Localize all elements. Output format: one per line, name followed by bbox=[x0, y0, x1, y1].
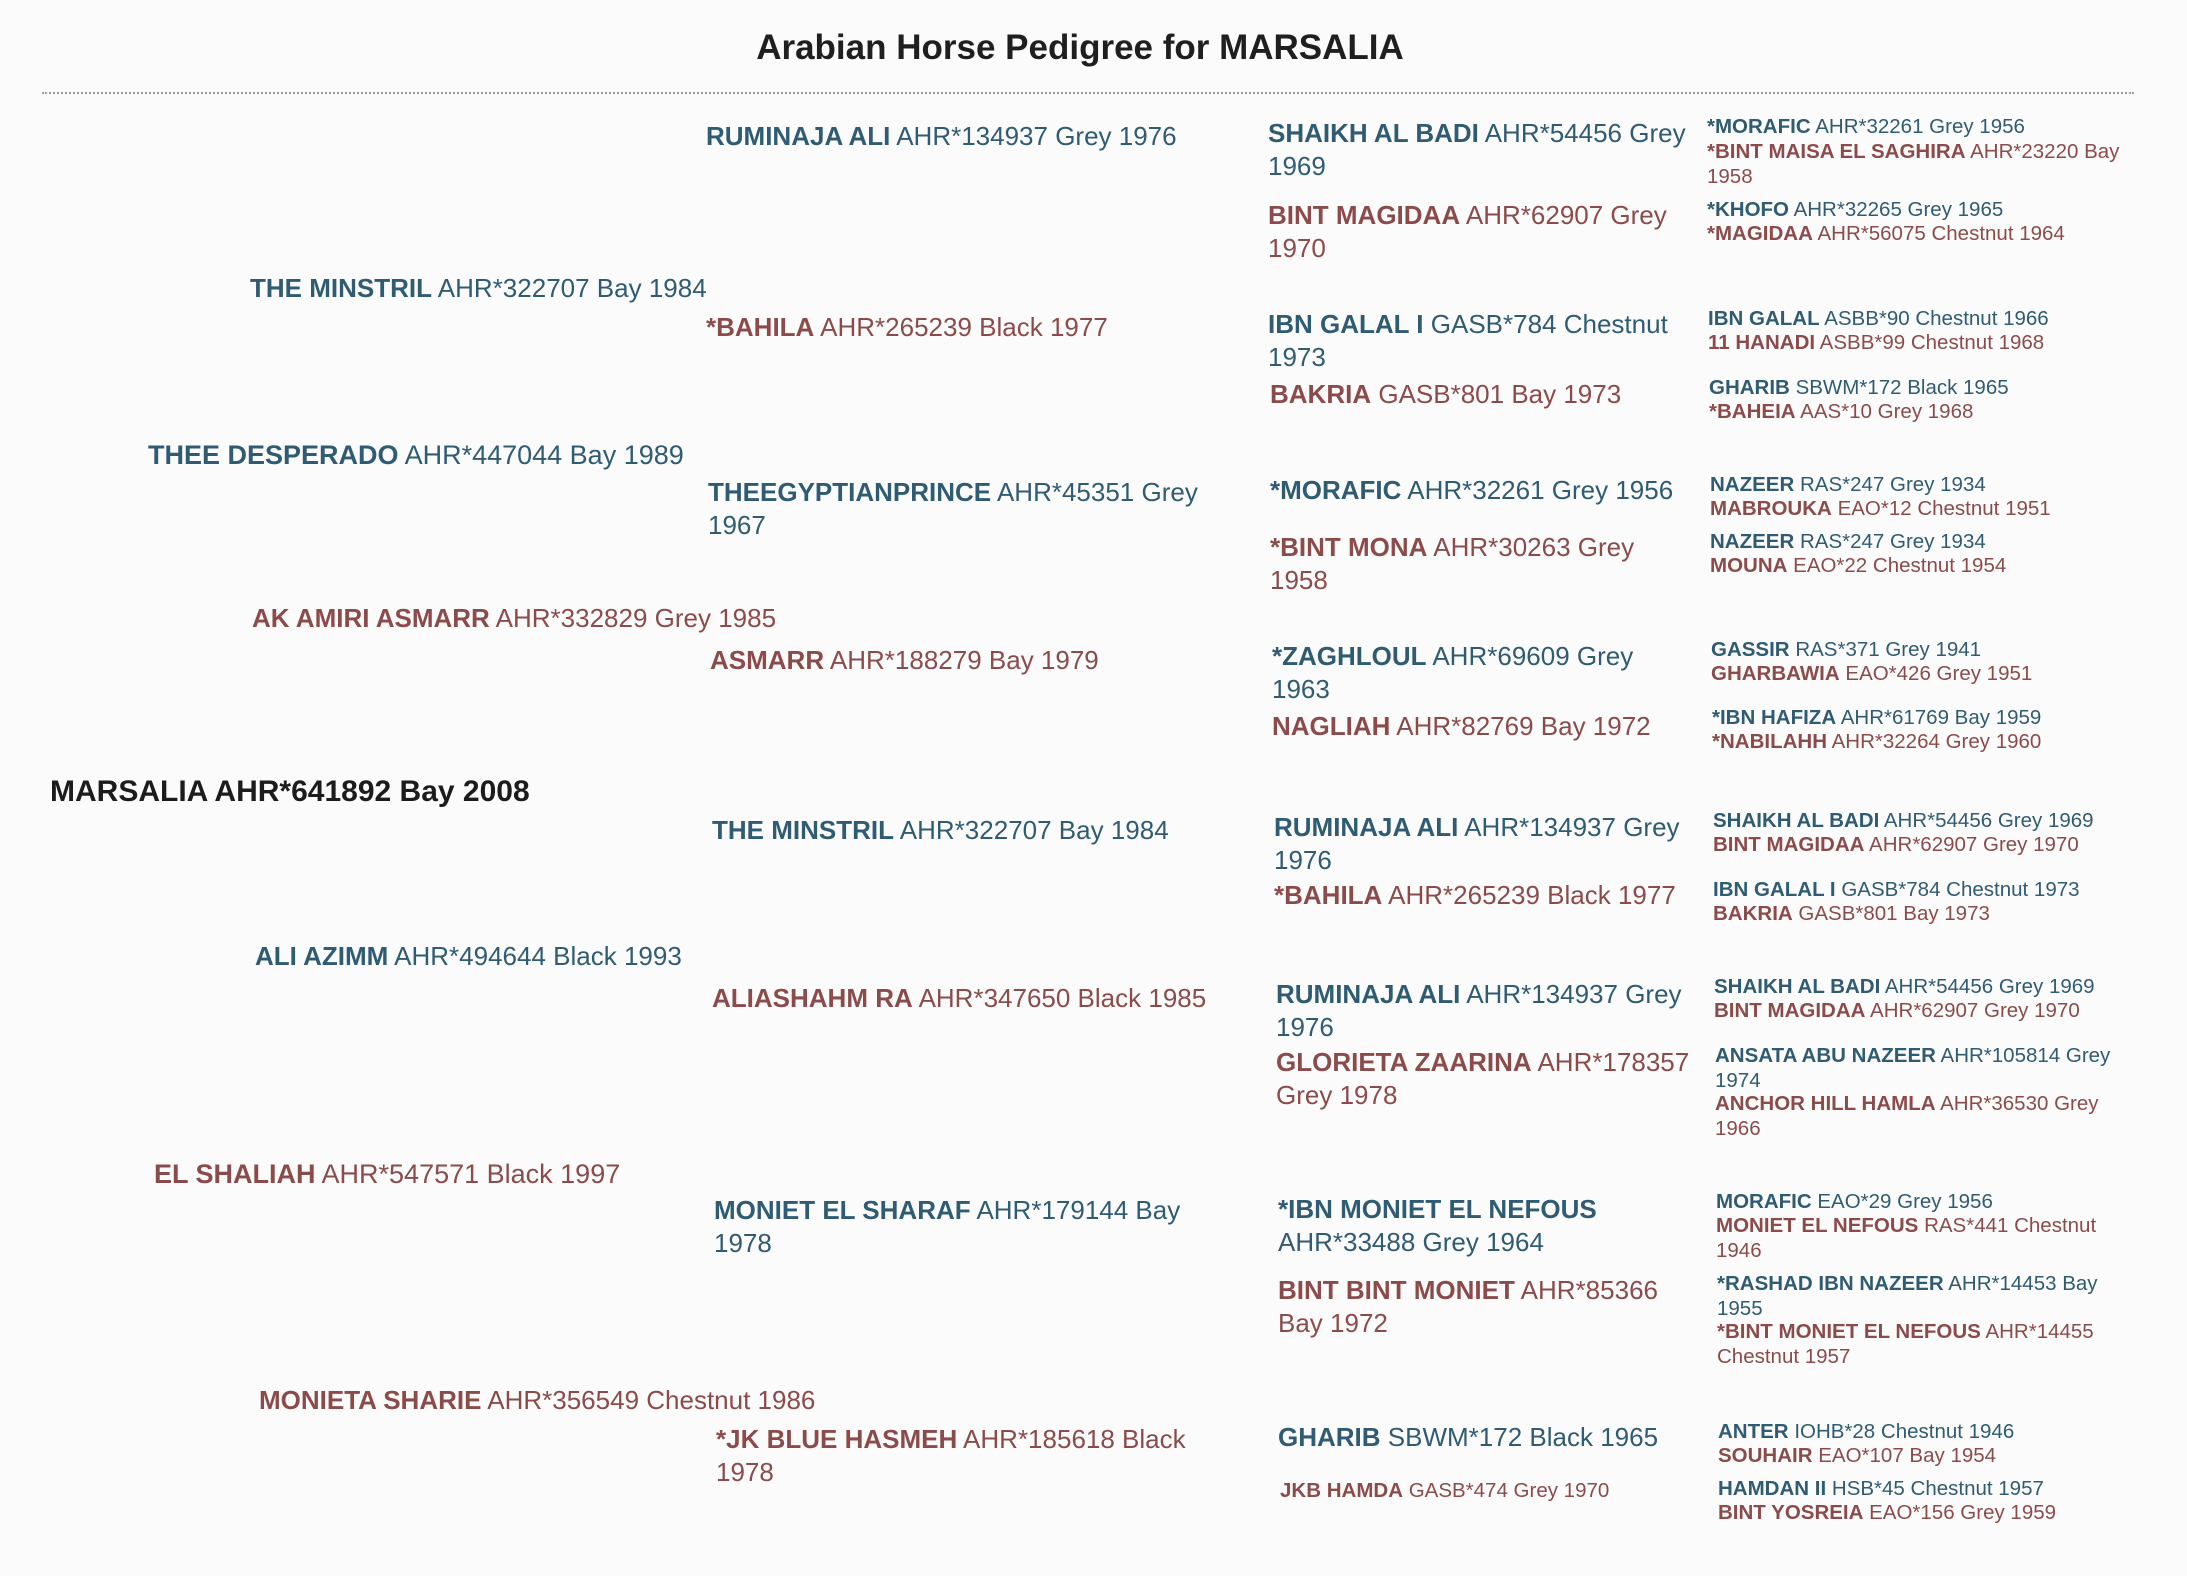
horse-info: AHR*32265 Grey 1965 bbox=[1793, 198, 2004, 221]
gen5-entry bbox=[1718, 1501, 2148, 1526]
horse-info: AHR*69609 Grey 1963 bbox=[1272, 641, 1634, 704]
horse-info: AHR*62907 Grey 1970 bbox=[1869, 833, 2079, 856]
dam-entry bbox=[154, 1157, 620, 1191]
gen4-entry bbox=[1274, 879, 1714, 912]
horse-name: GHARBAWIA bbox=[1711, 662, 1840, 685]
horse-info: GASB*784 Chestnut 1973 bbox=[1841, 878, 2080, 901]
gen5-entry bbox=[1711, 662, 2141, 687]
horse-name: SOUHAIR bbox=[1718, 1444, 1813, 1467]
gen5-entry bbox=[1709, 400, 2139, 425]
horse-info: AHR*547571 Black 1997 bbox=[321, 1159, 621, 1189]
gen2-entry bbox=[250, 272, 707, 305]
horse-name: *BAHEIA bbox=[1709, 400, 1796, 423]
horse-name: GHARIB bbox=[1278, 1422, 1381, 1452]
horse-name: NAZEER bbox=[1710, 473, 1795, 496]
gen5-entry bbox=[1715, 1044, 2145, 1093]
horse-info: HSB*45 Chestnut 1957 bbox=[1831, 1477, 2044, 1500]
gen3-entry bbox=[716, 1423, 1226, 1489]
horse-name: THE MINSTRIL bbox=[250, 273, 432, 303]
horse-info: AHR*447044 Bay 1989 bbox=[404, 440, 684, 470]
horse-name: THE MINSTRIL bbox=[712, 815, 894, 845]
horse-info: AHR*54456 Grey 1969 bbox=[1268, 118, 1686, 181]
gen4-entry bbox=[1268, 199, 1708, 265]
horse-name: ANTER bbox=[1718, 1420, 1789, 1443]
gen5-entry bbox=[1714, 999, 2144, 1024]
gen5-entry bbox=[1710, 530, 2140, 555]
gen5-entry bbox=[1712, 706, 2142, 731]
horse-name: *IBN HAFIZA bbox=[1712, 706, 1837, 729]
gen3-entry bbox=[708, 476, 1238, 542]
horse-name: *MORAFIC bbox=[1707, 115, 1811, 138]
horse-name: ASMARR bbox=[710, 645, 825, 675]
horse-info: AHR*82769 Bay 1972 bbox=[1396, 711, 1651, 741]
horse-name: SHAIKH AL BADI bbox=[1268, 118, 1479, 148]
horse-info: EAO*22 Chestnut 1954 bbox=[1793, 554, 2007, 577]
gen5-entry bbox=[1711, 638, 2141, 663]
horse-name: *RASHAD IBN NAZEER bbox=[1717, 1272, 1944, 1295]
horse-name: MORAFIC bbox=[1716, 1190, 1812, 1213]
title-divider bbox=[42, 92, 2134, 94]
horse-info: AHR*188279 Bay 1979 bbox=[829, 645, 1099, 675]
horse-info: AHR*23220 Bay 1958 bbox=[1707, 140, 2120, 188]
gen5-entry bbox=[1712, 730, 2142, 755]
horse-name: ANSATA ABU NAZEER bbox=[1715, 1044, 1936, 1067]
horse-name: BINT MAGIDAA bbox=[1714, 999, 1866, 1022]
gen4-entry bbox=[1280, 1479, 1720, 1504]
horse-info: AHR*178357 Grey 1978 bbox=[1276, 1047, 1690, 1110]
subject-horse: MARSALIA AHR*641892 Bay 2008 bbox=[50, 775, 530, 808]
horse-name: MONIETA SHARIE bbox=[259, 1385, 482, 1415]
horse-name: THEE DESPERADO bbox=[148, 440, 399, 470]
horse-info: AHR*265239 Black 1977 bbox=[1388, 880, 1676, 910]
horse-info: RAS*371 Grey 1941 bbox=[1795, 638, 1982, 661]
horse-info: AHR*32264 Grey 1960 bbox=[1831, 730, 2042, 753]
gen4-entry bbox=[1270, 378, 1710, 411]
horse-name: SHAIKH AL BADI bbox=[1714, 975, 1881, 998]
horse-info: AHR*62907 Grey 1970 bbox=[1268, 200, 1667, 263]
gen5-entry bbox=[1707, 115, 2137, 140]
gen4-entry bbox=[1276, 1046, 1716, 1112]
horse-name: *JK BLUE HASMEH bbox=[716, 1424, 958, 1454]
horse-info: AHR*347650 Black 1985 bbox=[918, 983, 1207, 1013]
gen5-entry bbox=[1717, 1272, 2147, 1321]
horse-name: RUMINAJA ALI bbox=[1276, 979, 1461, 1009]
horse-name: GASSIR bbox=[1711, 638, 1790, 661]
horse-info: EAO*107 Bay 1954 bbox=[1818, 1444, 1997, 1467]
gen5-entry bbox=[1714, 975, 2144, 1000]
horse-name: EL SHALIAH bbox=[154, 1159, 316, 1189]
horse-info: AHR*265239 Black 1977 bbox=[820, 312, 1108, 342]
gen4-entry bbox=[1268, 117, 1708, 183]
horse-info: GASB*801 Bay 1973 bbox=[1378, 379, 1622, 409]
gen4-entry bbox=[1270, 531, 1680, 597]
horse-name: IBN GALAL bbox=[1708, 307, 1820, 330]
horse-info: AHR*134937 Grey 1976 bbox=[1274, 812, 1680, 875]
gen5-entry bbox=[1710, 473, 2140, 498]
horse-info: RAS*441 Chestnut 1946 bbox=[1716, 1214, 2097, 1262]
gen5-entry bbox=[1707, 198, 2137, 223]
horse-name: IBN GALAL I bbox=[1713, 878, 1836, 901]
gen3-entry bbox=[706, 311, 1246, 344]
gen4-entry bbox=[1274, 811, 1714, 877]
horse-name: *NABILAHH bbox=[1712, 730, 1828, 753]
gen2-entry bbox=[259, 1384, 815, 1417]
horse-name: AK AMIRI ASMARR bbox=[252, 603, 490, 633]
horse-info: RAS*247 Grey 1934 bbox=[1800, 473, 1986, 496]
gen5-entry bbox=[1716, 1214, 2146, 1263]
gen5-entry bbox=[1713, 878, 2143, 903]
horse-info: EAO*156 Grey 1959 bbox=[1869, 1501, 2057, 1524]
horse-name: *BINT MONIET EL NEFOUS bbox=[1717, 1320, 1981, 1343]
horse-name: BAKRIA bbox=[1713, 902, 1793, 925]
horse-info: SBWM*172 Black 1965 bbox=[1795, 376, 2009, 399]
horse-info: SBWM*172 Black 1965 bbox=[1387, 1422, 1659, 1452]
sire-entry bbox=[148, 438, 684, 472]
horse-info: RAS*247 Grey 1934 bbox=[1800, 530, 1986, 553]
gen5-entry bbox=[1713, 809, 2143, 834]
horse-info: AHR*61769 Bay 1959 bbox=[1840, 706, 2042, 729]
horse-info: AHR*14455 Chestnut 1957 bbox=[1717, 1320, 2094, 1368]
gen2-entry bbox=[252, 602, 776, 635]
horse-info: GASB*801 Bay 1973 bbox=[1798, 902, 1990, 925]
horse-name: 11 HANADI bbox=[1708, 331, 1816, 354]
gen4-entry bbox=[1270, 474, 1710, 507]
horse-info: AHR*134937 Grey 1976 bbox=[1276, 979, 1682, 1042]
gen3-entry bbox=[712, 982, 1252, 1015]
horse-info: AHR*322707 Bay 1984 bbox=[437, 273, 707, 303]
horse-name: BINT YOSREIA bbox=[1718, 1501, 1864, 1524]
gen3-entry bbox=[710, 644, 1250, 677]
horse-info: AHR*56075 Chestnut 1964 bbox=[1817, 222, 2065, 245]
horse-info: AHR*36530 Grey 1966 bbox=[1715, 1092, 2099, 1140]
gen5-entry bbox=[1718, 1477, 2148, 1502]
page-title: Arabian Horse Pedigree for MARSALIA bbox=[756, 28, 1404, 67]
horse-info: AHR*62907 Grey 1970 bbox=[1870, 999, 2080, 1022]
horse-info: GASB*474 Grey 1970 bbox=[1408, 1479, 1610, 1502]
horse-name: *ZAGHLOUL bbox=[1272, 641, 1427, 671]
horse-info: AHR*322707 Bay 1984 bbox=[899, 815, 1169, 845]
horse-info: ASBB*99 Chestnut 1968 bbox=[1819, 331, 2045, 354]
horse-name: *BAHILA bbox=[1274, 880, 1383, 910]
horse-info: EAO*12 Chestnut 1951 bbox=[1837, 497, 2051, 520]
gen4-entry bbox=[1272, 710, 1712, 743]
horse-name: *BAHILA bbox=[706, 312, 815, 342]
horse-info: AHR*54456 Grey 1969 bbox=[1884, 975, 2095, 998]
horse-info: AHR*134937 Grey 1976 bbox=[896, 121, 1177, 151]
horse-name: GHARIB bbox=[1709, 376, 1790, 399]
gen5-entry bbox=[1718, 1444, 2148, 1469]
gen3-entry bbox=[714, 1194, 1204, 1260]
gen5-entry bbox=[1707, 140, 2137, 189]
gen5-entry bbox=[1713, 833, 2143, 858]
horse-info: AAS*10 Grey 1968 bbox=[1800, 400, 1974, 423]
gen5-entry bbox=[1707, 222, 2137, 247]
horse-info: IOHB*28 Chestnut 1946 bbox=[1794, 1420, 2015, 1443]
horse-name: *IBN MONIET EL NEFOUS bbox=[1278, 1194, 1597, 1224]
horse-info: AHR*85366 Bay 1972 bbox=[1278, 1275, 1658, 1338]
gen5-entry bbox=[1717, 1320, 2147, 1369]
gen2-entry bbox=[255, 940, 682, 973]
gen5-entry bbox=[1713, 902, 2143, 927]
horse-info: AHR*185618 Black 1978 bbox=[716, 1424, 1186, 1487]
horse-name: HAMDAN II bbox=[1718, 1477, 1827, 1500]
horse-name: ALI AZIMM bbox=[255, 941, 389, 971]
horse-info: AHR*105814 Grey 1974 bbox=[1715, 1044, 2111, 1092]
horse-info: AHR*179144 Bay 1978 bbox=[714, 1195, 1181, 1258]
gen3-entry bbox=[712, 814, 1252, 847]
gen5-entry bbox=[1710, 554, 2140, 579]
horse-name: MOUNA bbox=[1710, 554, 1788, 577]
gen4-entry bbox=[1272, 640, 1692, 706]
horse-info: AHR*32261 Grey 1956 bbox=[1815, 115, 2025, 138]
gen4-entry bbox=[1268, 308, 1708, 374]
gen5-entry bbox=[1718, 1420, 2148, 1445]
horse-info: GASB*784 Chestnut 1973 bbox=[1268, 309, 1668, 372]
horse-name: RUMINAJA ALI bbox=[1274, 812, 1459, 842]
gen4-entry bbox=[1278, 1193, 1718, 1259]
horse-name: ALIASHAHM RA bbox=[712, 983, 913, 1013]
horse-name: NAZEER bbox=[1710, 530, 1795, 553]
horse-info: AHR*30263 Grey 1958 bbox=[1270, 532, 1635, 595]
horse-info: AHR*494644 Black 1993 bbox=[394, 941, 682, 971]
gen4-entry bbox=[1278, 1274, 1698, 1340]
horse-name: *KHOFO bbox=[1707, 198, 1789, 221]
horse-name: IBN GALAL I bbox=[1268, 309, 1424, 339]
gen4-entry bbox=[1276, 978, 1716, 1044]
horse-name: MONIET EL SHARAF bbox=[714, 1195, 971, 1225]
horse-info: AHR*14453 Bay 1955 bbox=[1717, 1272, 2098, 1320]
horse-name: *MORAFIC bbox=[1270, 475, 1402, 505]
horse-info: ASBB*90 Chestnut 1966 bbox=[1824, 307, 2049, 330]
horse-name: BINT MAGIDAA bbox=[1268, 200, 1461, 230]
horse-info: AHR*54456 Grey 1969 bbox=[1883, 809, 2094, 832]
horse-name: BINT BINT MONIET bbox=[1278, 1275, 1515, 1305]
horse-name: RUMINAJA ALI bbox=[706, 121, 891, 151]
gen4-entry bbox=[1278, 1421, 1718, 1454]
gen5-entry bbox=[1708, 307, 2138, 332]
horse-info: AHR*332829 Grey 1985 bbox=[495, 603, 777, 633]
horse-name: BINT MAGIDAA bbox=[1713, 833, 1865, 856]
horse-info: EAO*29 Grey 1956 bbox=[1817, 1190, 1993, 1213]
gen5-entry bbox=[1708, 331, 2138, 356]
horse-name: MABROUKA bbox=[1710, 497, 1832, 520]
horse-name: ANCHOR HILL HAMLA bbox=[1715, 1092, 1936, 1115]
horse-name: JKB HAMDA bbox=[1280, 1479, 1403, 1502]
horse-info: AHR*33488 Grey 1964 bbox=[1278, 1226, 1544, 1257]
gen5-entry bbox=[1716, 1190, 2146, 1215]
horse-info: AHR*32261 Grey 1956 bbox=[1407, 475, 1674, 505]
horse-info: AHR*45351 Grey 1967 bbox=[708, 477, 1198, 540]
horse-name: MONIET EL NEFOUS bbox=[1716, 1214, 1919, 1237]
horse-name: THEEGYPTIANPRINCE bbox=[708, 477, 992, 507]
horse-name: SHAIKH AL BADI bbox=[1713, 809, 1880, 832]
horse-name: *BINT MAISA EL SAGHIRA bbox=[1707, 140, 1966, 163]
horse-name: NAGLIAH bbox=[1272, 711, 1391, 741]
horse-name: *BINT MONA bbox=[1270, 532, 1428, 562]
horse-name: GLORIETA ZAARINA bbox=[1276, 1047, 1532, 1077]
gen5-entry bbox=[1710, 497, 2140, 522]
gen5-entry bbox=[1715, 1092, 2145, 1141]
gen5-entry bbox=[1709, 376, 2139, 401]
horse-name: BAKRIA bbox=[1270, 379, 1372, 409]
gen3-entry bbox=[706, 120, 1246, 153]
horse-info: EAO*426 Grey 1951 bbox=[1845, 662, 2033, 685]
horse-info: AHR*356549 Chestnut 1986 bbox=[487, 1385, 816, 1415]
horse-name: *MAGIDAA bbox=[1707, 222, 1813, 245]
